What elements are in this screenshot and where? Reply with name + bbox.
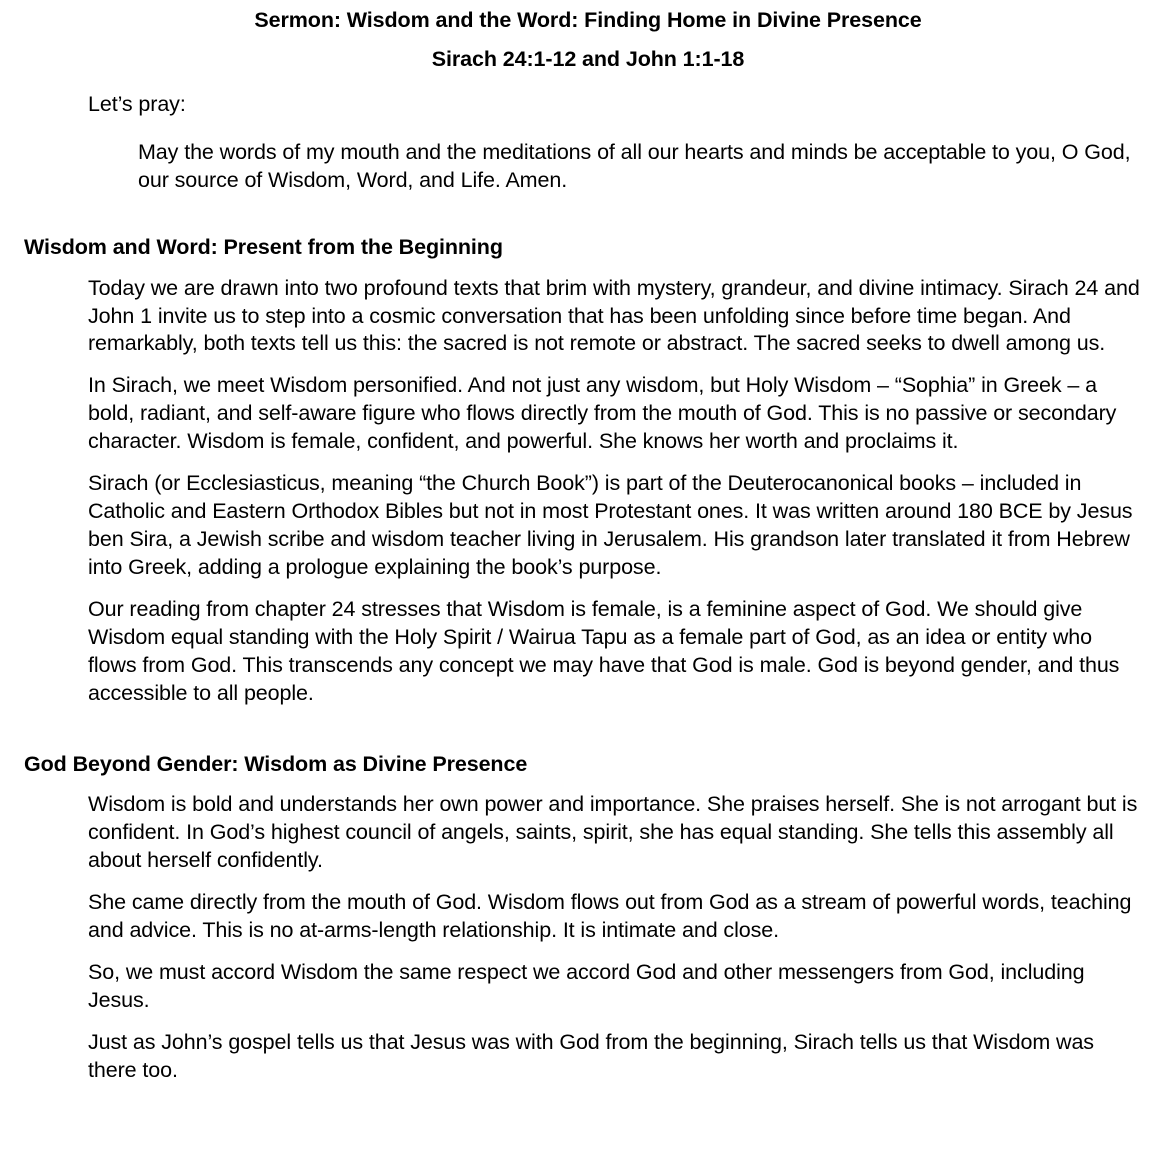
prayer-quote-block: May the words of my mouth and the meditations of all our hearts and minds be acceptable to you, O God, our source of Wisdom, Word, and Life. Amen. (138, 140, 1131, 193)
spacer (0, 1015, 1176, 1029)
spacer (0, 777, 1176, 791)
spacer (0, 195, 1176, 235)
spacer (0, 708, 1176, 752)
spacer (0, 945, 1176, 959)
spacer (0, 875, 1176, 889)
spacer (0, 358, 1176, 372)
section-heading-god-beyond-gender: God Beyond Gender: Wisdom as Divine Presence (24, 751, 528, 776)
page-title: Sermon: Wisdom and the Word: Finding Home in Divine Presence (254, 8, 922, 32)
prayer-intro-line: Let’s pray: (88, 92, 186, 116)
body-paragraph: She came directly from the mouth of God. Wisdom flows out from God as a stream of powerful words, teaching and advice. This is no at-arms-length relationship. It is intimate and close. (88, 889, 1132, 942)
body-paragraph: In Sirach, we meet Wisdom personified. And not just any wisdom, but Holy Wisdom – “Sophia” in Greek – a bold, radiant, and self-aware figure who flows directly from the mouth of God. This is no passive or secondary character. Wisdom is female, confident, and powerful. She knows her worth and proclaims it. (88, 373, 1117, 454)
spacer (0, 582, 1176, 596)
body-paragraph: Sirach (or Ecclesiasticus, meaning “the Church Book”) is part of the Deuterocanonical books – included in Catholic and Eastern Orthodox Bibles but not in most Protestant ones. It was written around 180 BCE by Jesus ben Sira, a Jewish scribe and wisdom teacher living in Jerusalem. His grandson later translated it from Hebrew into Greek, adding a prologue explaining the book’s purpose. (88, 471, 1133, 580)
body-paragraph: So, we must accord Wisdom the same respect we accord God and other messengers from God, including Jesus. (88, 959, 1085, 1012)
scripture-reference-subtitle: Sirach 24:1-12 and John 1:1-18 (431, 46, 745, 71)
spacer (0, 456, 1176, 470)
body-paragraph: Our reading from chapter 24 stresses that Wisdom is female, is a feminine aspect of God. We should give Wisdom equal standing with the Holy Spirit / Wairua Tapu as a female part of God, as an idea or entity who flows from God. This transcends any concept we may have that God is male. God is beyond gender, and thus accessible to all people. (88, 596, 1120, 705)
spacer (0, 117, 1176, 139)
body-paragraph: Just as John’s gospel tells us that Jesus was with God from the beginning, Sirach tells us that Wisdom was there too. (88, 1029, 1094, 1082)
body-paragraph: Today we are drawn into two profound texts that brim with mystery, grandeur, and divine intimacy. Sirach 24 and John 1 invite us to step into a cosmic conversation that has been unfolding since before time began. And remarkably, both texts tell us this: the sacred is not remote or abstract. The sacred seeks to dwell among us. (88, 275, 1140, 356)
section-heading-wisdom-and-word: Wisdom and Word: Present from the Beginning (24, 235, 503, 260)
body-paragraph: Wisdom is bold and understands her own power and importance. She praises herself. She is not arrogant but is confident. In God’s highest council of angels, saints, spirit, she has equal standing. She tells this assembly all about herself confidently. (88, 792, 1138, 872)
spacer (0, 70, 1176, 92)
spacer (0, 261, 1176, 275)
